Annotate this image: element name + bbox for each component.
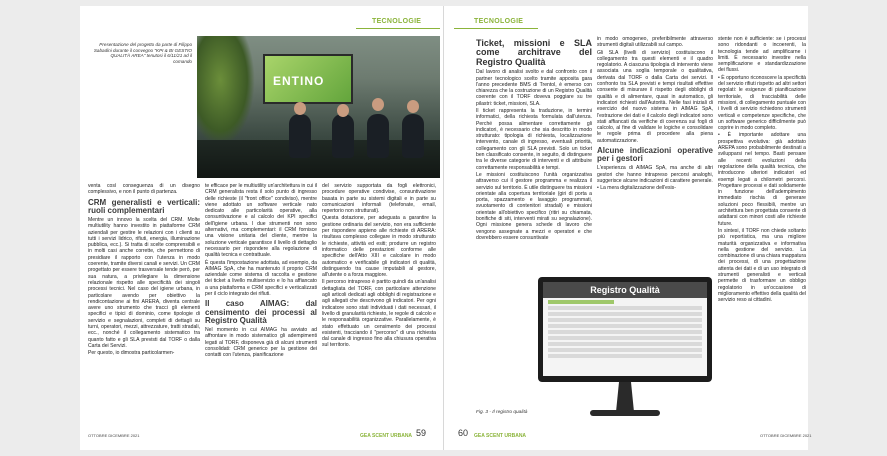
figure-caption: Fig. 3 - Il registro qualità — [476, 410, 528, 415]
left-column-1 — [88, 183, 200, 423]
monitor-screen — [543, 282, 707, 376]
plant-decoration — [197, 36, 255, 146]
left-column-2 — [205, 183, 317, 423]
monitor-base — [590, 410, 660, 416]
screen-row — [548, 312, 702, 316]
speaker-2 — [332, 114, 354, 158]
speaker-4 — [402, 114, 424, 158]
paragraph: • È opportuno riconoscere la specificità del servizio rifiuti rispetto ad altri settori regolati: le esigenze di pianificazione territoriale, di tracciabilità delle missioni, di collegamento puntuale con i livelli di servizio richiedono strumenti verticali e competenze specifiche, che un software generico difficilmente può coprire in modo completo. — [718, 74, 806, 132]
paragraph: In sintesi, il TORF non chiede soltanto più reportistica, ma una migliore maturità organizzativa e informativa nella gestione del servizio. La combinazione di una chiara mappatura dei processi, di una progettazione attenta dei dati e di un uso integrato di strumenti generalisti e verticali permette di trasformare un obbligo regolatorio in un'occasione di miglioramento effettivo della qualità del servizio reso ai cittadini. — [718, 227, 806, 304]
right-column-2 — [597, 36, 713, 272]
screen-row — [548, 300, 614, 304]
heading: CRM generalisti e verticali: ruoli complementari — [88, 197, 200, 215]
screen-row — [548, 336, 702, 340]
screen-row — [548, 306, 702, 310]
paragraph: L'esperienza di AIMAG SpA, ma anche di altri gestori che hanno intrapreso percorsi analoghi, suggerisce alcune indicazioni di carattere generale. — [597, 165, 713, 185]
paragraph: Gli SLA (livelli di servizio) costituiscono il collegamento tra questi elementi e il quadro regolatorio. A ciascuna tipologia di intervento viene associata una soglia temporale o qualitativa, derivata dal TORF o dalla Carta dei servizi. Il confronto tra SLA previsti e tempi risultati effettive consente di misurare il rispetto degli obblighi di qualità e di alimentare, quasi in automatico, gli indicatori richiesti dall'Autorità. Nelle fasi iniziali di esercizio del nuovo sistema in AIMAG SpA, l'estrazione dei dati e il calcolo degli indicatori sono stati affiancati da verifiche di coerenza sui fogli di calcolo, al fine di validare le logiche e consolidare le regole prima di procedere alla piena automatizzazione. — [597, 49, 713, 144]
left-column-3 — [322, 183, 436, 423]
section-rule-left — [356, 28, 440, 29]
heading: Alcune indicazioni operative per i gestori — [597, 146, 713, 164]
speaker-1 — [289, 114, 311, 158]
screen-row — [548, 330, 702, 334]
speaker-4-head — [407, 100, 419, 113]
paragraph: • È importante adottare una prospettiva evolutiva: già adottato AREPA sono probabilmente destinati a svilupparsi nel tempo. Basti pensare alle recenti evoluzioni della regolazione della qualità tecnica, che introducono ulteriori indicatori ed esempi legati a chilometri percorsi. Progettare processi e dati solidamente in funzione dell'adempimento immediato rischia di generare soluzioni poco flessibili, mentre un architettura ben progettata consente di adattarsi con minori costi alle richieste future. — [718, 132, 806, 227]
footer-date-right: OTTOBRE DICEMBRE 2021 — [760, 433, 812, 438]
screen-row — [548, 324, 702, 328]
paragraph: Questa dotazione, per adeguata a garantire la gestione ordinaria del servizio, non era sufficiente per rispondere appieno alle richieste di ARERA: risultava complesso collegare in modo strutturato le richieste, attività ed esiti; produrre un registro informatico delle prestazioni conforme alle specifiche dell'Atto XIII e calcolare in modo automatico e verificabile gli indicatori di qualità, distinguendo tra cause imputabili al gestore, all'utente o a forza maggiore. — [322, 215, 436, 279]
projection-screen — [263, 54, 353, 104]
paragraph: del servizio supportata da fogli elettronici, procedure operative condivise, consuntivazione basata in parte su sistemi digitali e in parte su comunicazioni informali (telefonate, email, repertorio non strutturati). — [322, 183, 436, 215]
paragraph: Le missioni costituiscono l'unità organizzativa attraverso cui il gestore programma e realizza il servizio sul territorio. È utile distinguere tra missioni orientate alla copertura territoriale (giri di porta a porta, spazzamento e lavaggio programmati, svuotamento di contenitori stradali) e missioni orientate all'obiettivo specifico (ritiri su chiamata, bonifiche di siti, interventi mirati su segnalazione). Ogni missione genera schede di lavoro che vengono assegnate a mezzi e operatori e che dovrebbero essere consuntivate — [476, 171, 592, 241]
screen-row — [548, 348, 702, 352]
speaker-2-head — [337, 104, 349, 117]
page-number-left: 59 — [416, 428, 427, 438]
speaker-1-head — [294, 102, 306, 115]
paragraph: • La mera digitalizzazione dell'esis- — [597, 185, 676, 192]
paragraph: È questa l'impostazione adottata, ad esempio, da AIMAG SpA, che ha mantenuto il proprio CRM aziendale come sistema di raccolta e gestione dei ticket a livello multiservizio e lo ha affiancato a una piattaforma e CRM specifici e verticalizzati per il ciclo integrato dei rifiuti. — [205, 259, 317, 298]
paragraph: stente non è sufficiente: se i processi sono ridondanti o incoerenti, la tecnologia tende ad amplificarne i limiti. È necessario investire nella semplificazione e standardizzazione dei flussi. — [718, 36, 806, 74]
footer-brand-left: GEA SCENT URBANA — [360, 433, 413, 439]
article-title: Ticket, missioni e SLA come architrave del Registro Qualità — [476, 38, 592, 67]
paragraph: Mentre un innovo la scelta del CRM. Molte multiutility hanno investito in piattaforme CRM aziendali per gestire le relazioni con i clienti su tutti i servizi lidrico, rifiuti, energia, illuminazione pubblica, ecc.). Si tratta di scelte comprensibili e in molti casi anche corrette, che permettono di presidiare il rapporto con l'utenza in modo coerente, tramite diversi canali e servizi. Un CRM progettato per essere trasversale tende però, per sua natura, a privilegiare la dimensione relazionale rispetto alle specificità dei singoli processi tecnici. Nel caso del igiene urbana, in particolare avendo per obiettivo la rendicontazione ai fini ARERA, diventa centrale avere uno strumento che tracci gli elementi specifici e tipici di dominio, come tipologie di servizio e segnalazioni, completi di dettagli su turni, operatori, mezzi, attrezzature, tratti stradali, ecc., nonché il collegamento sistematico tra quanto fatto e gli SLA previsti dal TORF o dalla Carta dei Servizi. — [88, 217, 200, 349]
right-column-3 — [718, 36, 806, 426]
paragraph: Il percorso intrapreso è partito quindi da un'analisi dettagliata del TORF, con particolare attenzione agli articoli dedicati agli obblighi di registrazione e agli allegati che descrivono gli indicatori. Per ogni indicatore sono stati individuati i dati necessari, il livello di granularità richiesto, le regole di calcolo e le responsabilità organizzative. Parallelamente, è stato effettuato un censimento dei processi esistenti, tracciando il "percorso" di una richiesta dal canale di ingresso fino alla chiusura operativa sul territorio. — [322, 279, 436, 349]
viewer-background — [0, 0, 80, 456]
paragraph: Nel momento in cui AIMAG ha avviato ad affrontare in modo sistematico gli adempimenti legati al TORF, disponeva già di alcuni strumenti consolidati: CRM generico per la gestione dei contatti con l'utenza, pianificazione — [205, 326, 317, 359]
footer-brand-right: GEA SCENT URBANA — [474, 433, 527, 439]
monitor-title: Registro Qualità — [543, 282, 707, 298]
screen-row — [548, 318, 702, 322]
speaker-3-head — [372, 98, 384, 111]
section-header-left: TECNOLOGIE — [372, 18, 422, 25]
paragraph: in modo omogeneo, preferibilmente attraverso strumenti digitali utilizzabili sul campo. — [597, 36, 713, 49]
section-rule-right — [454, 28, 538, 29]
section-header-right: TECNOLOGIE — [474, 18, 524, 25]
footer-date-left: OTTOBRE DICEMBRE 2021 — [88, 433, 140, 438]
screen-text: ENTINO — [273, 74, 325, 88]
paragraph: Il ticket rappresenta la traduzione, in termini informatici, della richiesta formulata dall'utenza. Perché possa alimentare correttamente gli indicatori, è necessario che sia descritto in modo strutturato: tipologia di richiesta, localizzazione intervento, canale di ingresso, eventuali priorità, collegamento con gli SLA previsti. Solo un ticket ben classificato consente, in seguito, di distinguere tra le diverse categorie di interventi e di attribuire correttamente responsabilità e tempi. — [476, 108, 592, 171]
paragraph: Per questo, io dimostra particolarmen- — [88, 350, 175, 357]
page-number-right: 60 — [458, 428, 469, 438]
speaker-3 — [367, 114, 389, 158]
paragraph: te efficace per le multiutility un'architettura in cui il CRM generalista resta il solo punto di ingresso delle richieste (il "front office" condiviso), mentre viene adottato un software verticale nato dedicato alle particolarità operative, alla consuntivazione e al calcolo dei KPI specifici dell'igiene urbana. I due strumenti non sono alternativi, ma complementari: il CRM fornisce una visione unitaria del cliente, mentre la soluzione verticale garantisce il livello di dettaglio necessario per rispondere alla regolazione di qualità tecnica e contrattuale. — [205, 183, 317, 259]
conference-photo — [197, 36, 440, 178]
screen-row — [548, 354, 702, 358]
monitor-illustration — [538, 277, 712, 382]
paragraph: venta così conseguenza di un disegno complessivo, e non il punto di partenza. — [88, 183, 200, 196]
photo-caption: Presentazione del progetto da parte di Filippo Sabadini durante il convegno "KPI & BI GESTIO QUALITÀ AREA" tenutosi il 6/11/21 ad il comando — [93, 42, 192, 64]
screen-row — [548, 342, 702, 346]
heading: Il caso AIMAG: dal censimento dei processi al Registro Qualità — [205, 299, 317, 325]
paragraph: Dal lavoro di analisi svolto e dal confronto con il partner tecnologico scelto tramite apposita gara l'anno precedente BMS di Trentol, è emerso con chiarezza che la costruzione di un Registro Qualità coerente con il TORF doveva poggiare su tre pilastri: ticket, missioni, SLA. — [476, 69, 592, 107]
